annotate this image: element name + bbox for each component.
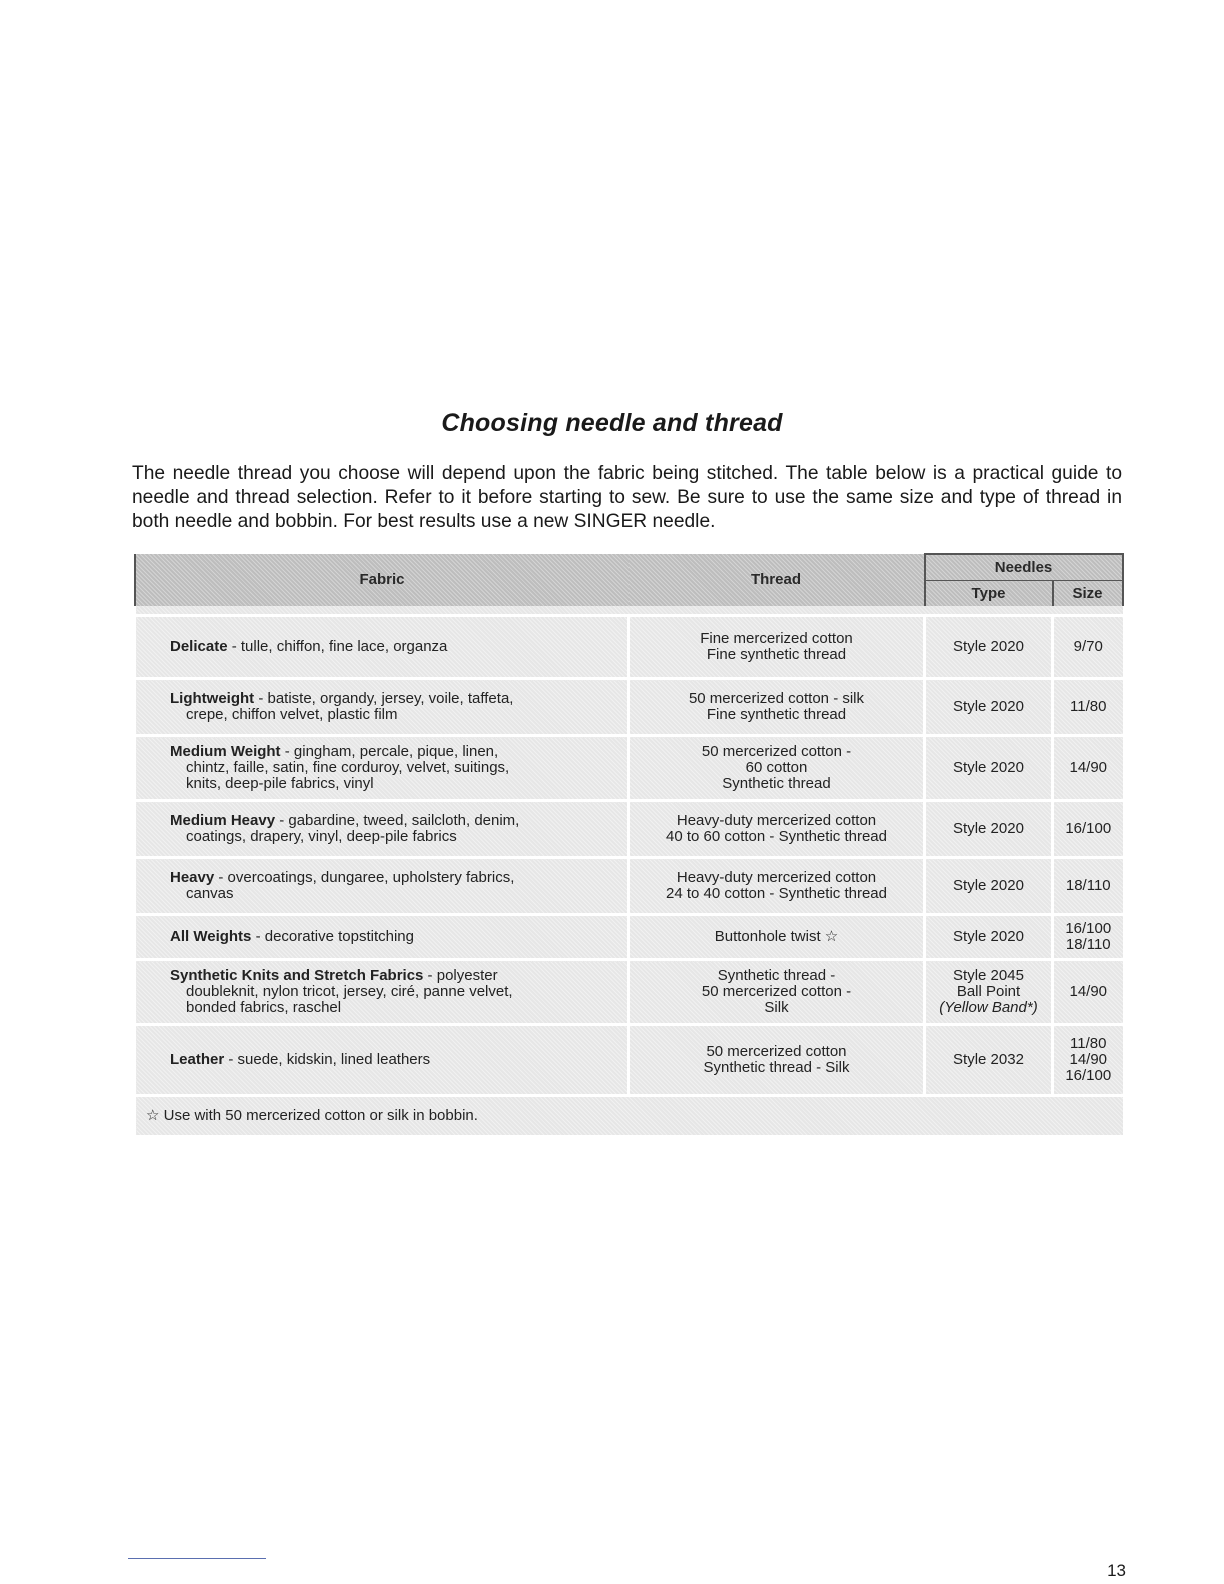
needle-type-cell: Style 2020 [925,858,1053,915]
needle-size-cell: 11/80 [1053,679,1123,736]
page-number: 13 [1107,1561,1126,1580]
needle-size-cell: 18/110 [1053,858,1123,915]
header-needles: Needles [925,554,1123,581]
needle-size-cell: 11/80 14/90 16/100 [1053,1025,1123,1096]
table-footnote-row [135,1096,1123,1136]
fabric-name: Leather [170,1051,225,1068]
needle-type-cell: Style 2020 [925,801,1053,858]
fabric-name: Heavy [170,869,215,886]
header-fabric: Fabric [135,554,629,606]
thread-cell: Heavy-duty mercerized cotton 40 to 60 cotton - Synthetic thread [629,801,925,858]
fabric-name: All Weights [170,928,252,945]
thread-cell: Synthetic thread - 50 mercerized cotton - Silk [629,960,925,1025]
fabric-name: Medium Heavy [170,812,276,829]
table-row [135,1025,1123,1096]
fabric-name: Medium Weight [170,743,281,760]
needle-type-cell: Style 2020 [925,915,1053,960]
needle-type-cell: Style 2020 [925,616,1053,679]
fabric-cell: Medium Weight - gingham, percale, pique, linen, chintz, faille, satin, fine corduroy, velvet, suitings, knits, deep-pile fabrics, vinyl [135,736,629,801]
thread-cell: Fine mercerized cotton Fine synthetic thread [629,616,925,679]
needle-size-cell: 14/90 [1053,960,1123,1025]
header-size: Size [1053,581,1123,606]
fabric-cell: Medium Heavy - gabardine, tweed, sailcloth, denim, coatings, drapery, vinyl, deep-pile fabrics [135,801,629,858]
bottom-rule [128,1558,266,1559]
needle-thread-table [133,553,1124,1135]
thread-cell: 50 mercerized cotton - 60 cotton Synthetic thread [629,736,925,801]
header-type: Type [925,581,1053,606]
fabric-cell: Synthetic Knits and Stretch Fabrics - polyester doubleknit, nylon tricot, jersey, ciré, panne velvet, bonded fabrics, raschel [135,960,629,1025]
needle-type-cell: Style 2020 [925,736,1053,801]
intro-paragraph: The needle thread you choose will depend upon the fabric being stitched. The table below is a practical guide to needle and thread selection. Refer to it before starting to sew. Be sure to use the same size and type of thread in both needle and bobbin. For best results use a new SINGER needle. [132,463,1122,532]
table-row [135,858,1123,915]
needle-size-cell: 16/100 [1053,801,1123,858]
fabric-name: Delicate [170,638,228,655]
thread-cell: Heavy-duty mercerized cotton 24 to 40 cotton - Synthetic thread [629,858,925,915]
fabric-cell: Leather - suede, kidskin, lined leathers [135,1025,629,1096]
table-row [135,915,1123,960]
thread-cell: Buttonhole twist ☆ [629,915,925,960]
needle-size-cell: 16/100 18/110 [1053,915,1123,960]
fabric-cell: Delicate - tulle, chiffon, fine lace, organza [135,616,629,679]
needle-type-cell: Style 2020 [925,679,1053,736]
table-row [135,960,1123,1025]
table-row [135,679,1123,736]
fabric-cell: Heavy - overcoatings, dungaree, upholstery fabrics, canvas [135,858,629,915]
table-row [135,801,1123,858]
table-row [135,736,1123,801]
fabric-cell: Lightweight - batiste, organdy, jersey, voile, taffeta, crepe, chiffon velvet, plastic film [135,679,629,736]
table-row [135,616,1123,679]
table-footnote: ☆ Use with 50 mercerized cotton or silk in bobbin. [135,1096,1123,1136]
fabric-name: Synthetic Knits and Stretch Fabrics [170,967,424,984]
page-title: Choosing needle and thread [441,409,783,437]
thread-cell: 50 mercerized cotton Synthetic thread - Silk [629,1025,925,1096]
needle-size-cell: 14/90 [1053,736,1123,801]
needle-type-cell: Style 2032 [925,1025,1053,1096]
needle-size-cell: 9/70 [1053,616,1123,679]
needle-type-cell: Style 2045 Ball Point (Yellow Band*) [925,960,1053,1025]
thread-cell: 50 mercerized cotton - silk Fine synthetic thread [629,679,925,736]
fabric-cell: All Weights - decorative topstitching [135,915,629,960]
fabric-name: Lightweight [170,690,255,707]
header-thread: Thread [629,554,925,606]
